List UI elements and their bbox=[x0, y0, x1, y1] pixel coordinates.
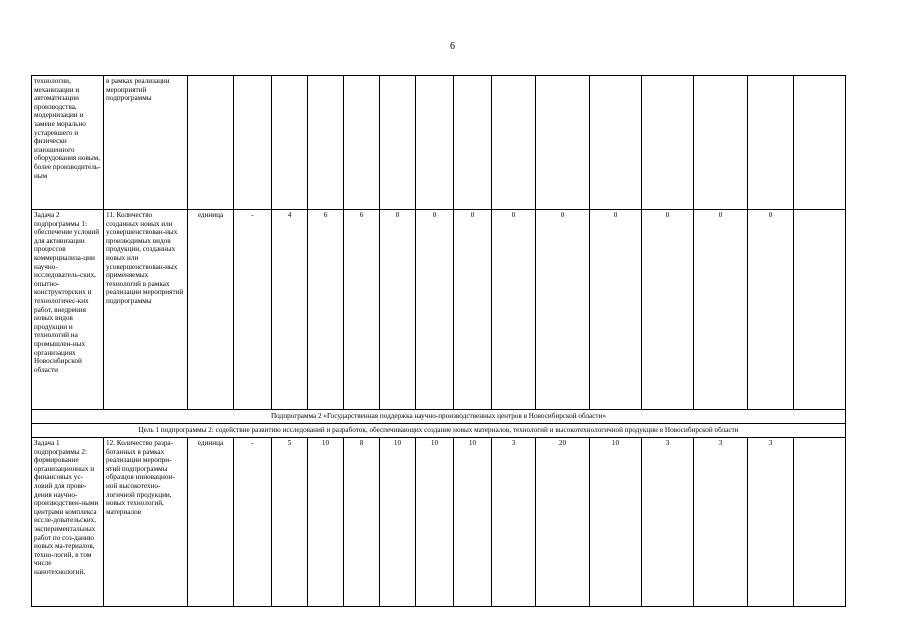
indicator-cell: 11. Количество созданных новых или усовершенствован-ных производимых видов продукции, созданных новых или усовершенствован-ных применяемых технологий в рамках реализации мероприятий подпрограммы bbox=[104, 210, 188, 410]
table-row bbox=[32, 76, 846, 210]
value-cell bbox=[794, 438, 846, 607]
value-cell: 8 bbox=[344, 438, 380, 607]
value-cell: 0 bbox=[642, 210, 694, 410]
value-cell: 0 bbox=[454, 210, 492, 410]
table-row bbox=[32, 438, 846, 607]
value-cell: 10 bbox=[308, 438, 344, 607]
value-cell bbox=[454, 76, 492, 210]
indicator-cell: в рамках реализации мероприятий подпрограммы bbox=[104, 76, 188, 210]
value-cell: 6 bbox=[344, 210, 380, 410]
value-cell: 3 bbox=[642, 438, 694, 607]
value-cell bbox=[694, 76, 748, 210]
indicator-cell: 12. Количество разра-ботанных в рамках реализации меропри-ятий подпрограммы образцов инновацион-ной высокотехно-логичной продукции, новых технологий, материалов bbox=[104, 438, 188, 607]
value-cell bbox=[794, 76, 846, 210]
value-cell bbox=[234, 76, 272, 210]
value-cell bbox=[590, 76, 642, 210]
page-number: 6 bbox=[450, 41, 455, 52]
section-row bbox=[32, 410, 846, 424]
value-cell: 3 bbox=[694, 438, 748, 607]
value-cell: 10 bbox=[380, 438, 416, 607]
unit-cell: единица bbox=[188, 438, 234, 607]
task-cell: Задача 1 подпрограммы 2: формирование организационных и финансовых ус-ловий для прове-дения научно-производствен-ными центрами комплекса иссле-довательских, экспериментальных работ по соз-данию новых ма-териалов, техно-логий, в том числе нанотехнологий, bbox=[32, 438, 104, 607]
unit-cell bbox=[188, 76, 234, 210]
value-cell: 10 bbox=[416, 438, 454, 607]
value-cell bbox=[308, 76, 344, 210]
value-cell bbox=[794, 210, 846, 410]
value-cell: 0 bbox=[380, 210, 416, 410]
value-cell: 3 bbox=[492, 438, 536, 607]
value-cell: 0 bbox=[536, 210, 590, 410]
value-cell: 10 bbox=[590, 438, 642, 607]
value-cell: 6 bbox=[308, 210, 344, 410]
value-cell: - bbox=[234, 210, 272, 410]
value-cell: - bbox=[234, 438, 272, 607]
value-cell: 20 bbox=[536, 438, 590, 607]
value-cell: 3 bbox=[748, 438, 794, 607]
value-cell bbox=[380, 76, 416, 210]
value-cell bbox=[748, 76, 794, 210]
task-cell: Задача 2 подпрограммы 1: обеспечение условий для активизации процессов коммерциализа-ции научно-исследователь-ских, опытно-конструкторских и технологичес-ких работ, внедрения новых видов продукции и технологий на промышлен-ных организациях Новосибирской области bbox=[32, 210, 104, 410]
unit-cell: единица bbox=[188, 210, 234, 410]
value-cell bbox=[492, 76, 536, 210]
value-cell bbox=[536, 76, 590, 210]
section-row bbox=[32, 424, 846, 438]
goal-title: Цель 1 подпрограммы 2: содействие развитию исследований и разработок, обеспечивающих создание новых материалов, технологий и высокотехнологичной продукции в Новосибирской области bbox=[32, 424, 846, 438]
value-cell: 0 bbox=[694, 210, 748, 410]
table-row bbox=[32, 210, 846, 410]
value-cell: 0 bbox=[590, 210, 642, 410]
value-cell: 4 bbox=[272, 210, 308, 410]
value-cell bbox=[642, 76, 694, 210]
value-cell: 0 bbox=[492, 210, 536, 410]
value-cell bbox=[272, 76, 308, 210]
task-cell: технологии, механизации и автоматизации производства, модернизации и замене морально устаревшего и физически изношенного оборудования новым, более производитель-ным bbox=[32, 76, 104, 210]
value-cell: 0 bbox=[748, 210, 794, 410]
indicators-table bbox=[31, 75, 846, 607]
value-cell: 5 bbox=[272, 438, 308, 607]
value-cell: 10 bbox=[454, 438, 492, 607]
value-cell bbox=[416, 76, 454, 210]
subprogram-title: Подпрограмма 2 «Государственная поддержка научно-производственных центров в Новосибирской области» bbox=[32, 410, 846, 424]
value-cell bbox=[344, 76, 380, 210]
value-cell: 0 bbox=[416, 210, 454, 410]
